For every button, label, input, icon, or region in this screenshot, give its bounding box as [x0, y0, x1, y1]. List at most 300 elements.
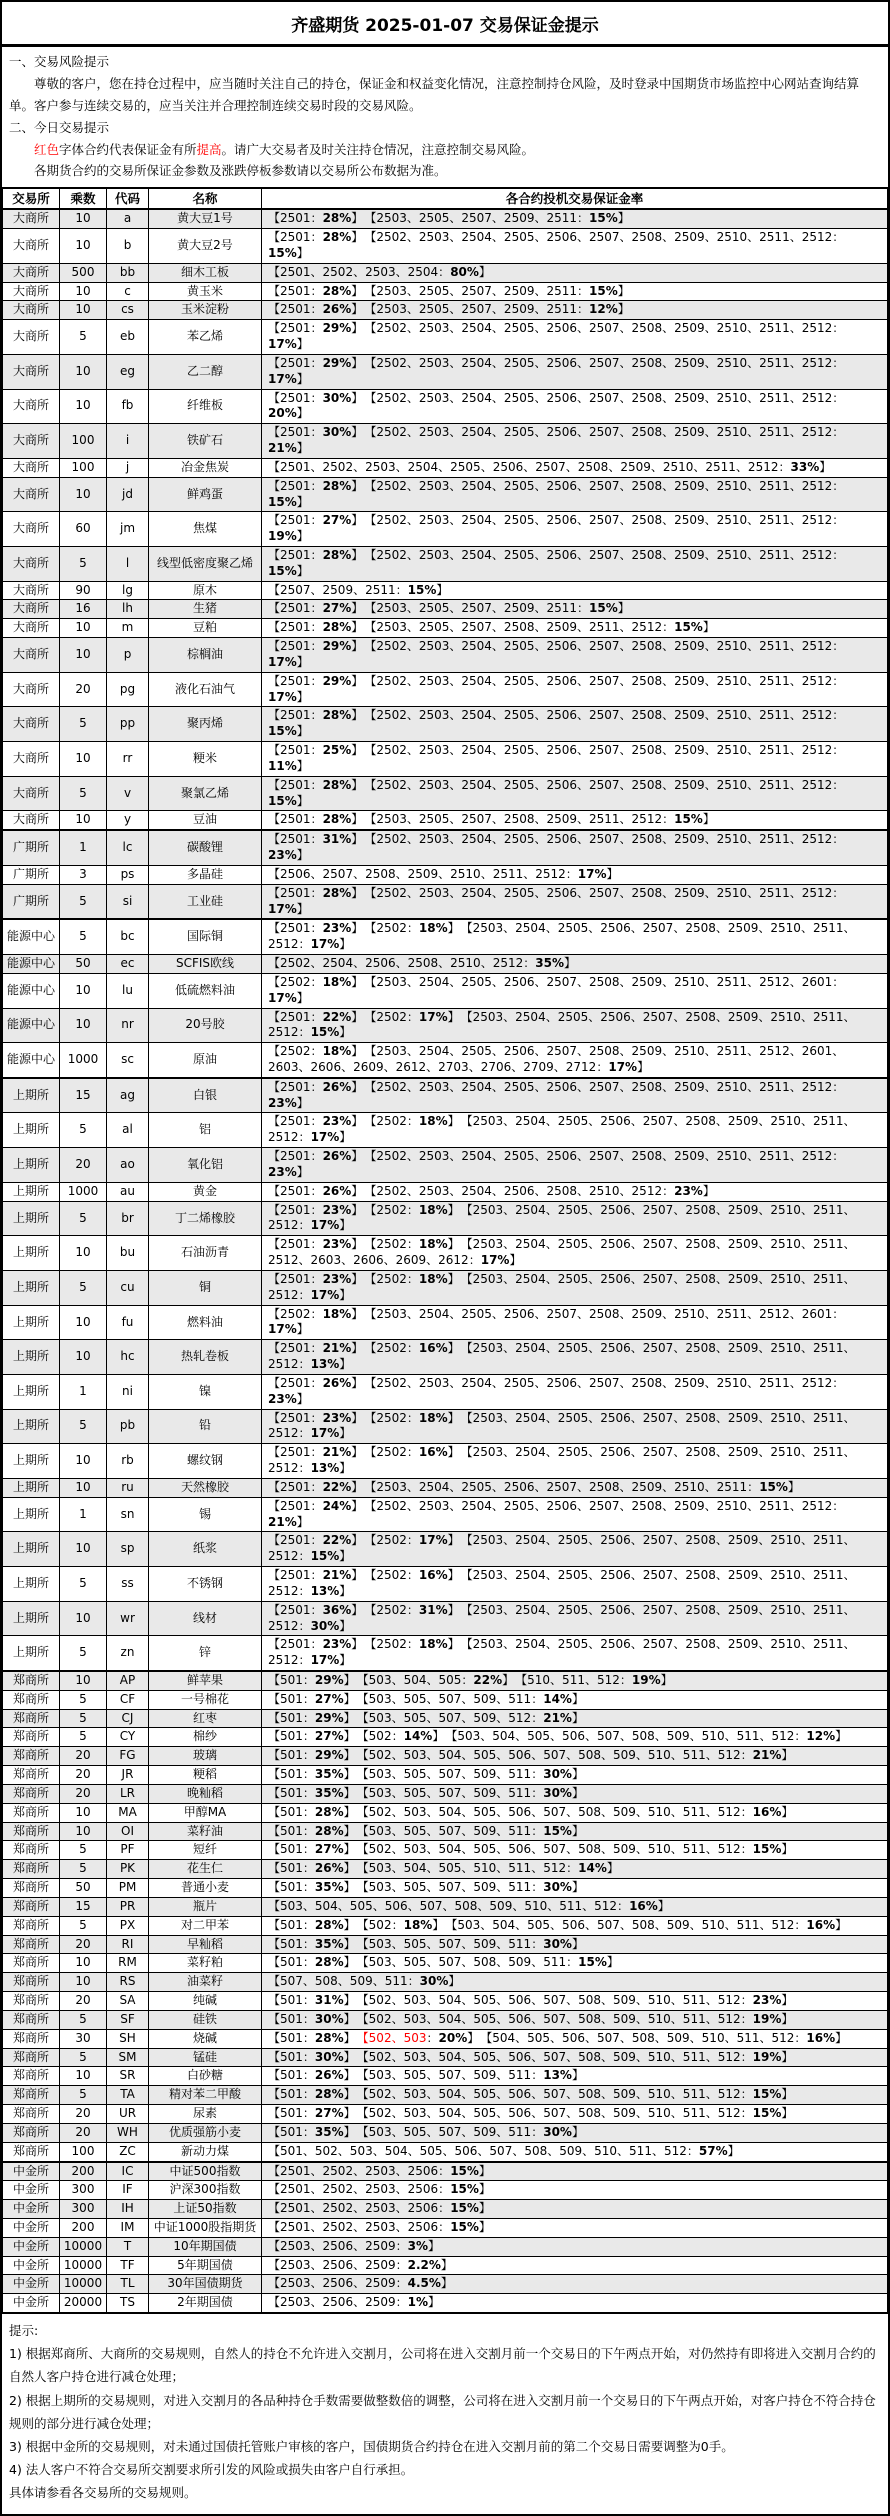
- code-cell: j: [107, 458, 149, 477]
- rate-segment: 【502、503：20%】: [362, 2030, 480, 2045]
- multiplier-cell: 20: [60, 2105, 107, 2124]
- rate-segment: 【501：27%】: [268, 1691, 356, 1706]
- margin-rates-cell: [262, 2181, 888, 2200]
- rate-segment: 【2503、2504、2505、2506、2507、2508、2509、2510、2511、2512：30%】: [268, 1602, 856, 1633]
- code-cell: bu: [107, 1236, 149, 1271]
- exchange-cell: 郑商所: [3, 1879, 60, 1898]
- multiplier-cell: 5: [60, 919, 107, 954]
- name-cell: 聚氯乙烯: [149, 776, 262, 811]
- name-cell: 豆粕: [149, 619, 262, 638]
- notes-footer: 具体请参看各交易所的交易规则。: [9, 2485, 197, 2501]
- exchange-cell: 郑商所: [3, 2105, 60, 2124]
- rate-segment: 【2501：21%】: [268, 1568, 364, 1583]
- code-cell: SA: [107, 1992, 149, 2011]
- multiplier-cell: 5: [60, 776, 107, 811]
- table-row: [3, 1916, 888, 1935]
- rate-segment: 【2503、2505、2507、2508、2509、2511、2512：15%】: [370, 620, 715, 635]
- name-cell: 国际铜: [149, 919, 262, 954]
- table-row: [3, 1992, 888, 2011]
- exchange-cell: 能源中心: [3, 973, 60, 1008]
- rate-segment: 【2501：28%】: [268, 211, 364, 226]
- multiplier-cell: 10: [60, 1532, 107, 1567]
- rate-segment: 【504、505、506、507、508、509、510、511、512：16%】: [486, 2030, 848, 2045]
- multiplier-cell: 5: [60, 1709, 107, 1728]
- rate-segment: 【501：27%】: [268, 1729, 356, 1744]
- table-row: [3, 1078, 888, 1113]
- margin-rates-cell: [262, 742, 888, 777]
- code-cell: PX: [107, 1916, 149, 1935]
- exchange-cell: 大商所: [3, 354, 60, 389]
- exchange-cell: 上期所: [3, 1182, 60, 1201]
- margin-rates-cell: [262, 2219, 888, 2238]
- margin-rates-cell: [262, 1478, 888, 1497]
- multiplier-cell: 10: [60, 1008, 107, 1043]
- rate-segment: 【503、505、507、508、509、511：15%】: [362, 1955, 619, 1970]
- exchange-cell: 上期所: [3, 1236, 60, 1271]
- multiplier-cell: 10: [60, 973, 107, 1008]
- table-row: [3, 1784, 888, 1803]
- exchange-cell: 中金所: [3, 2256, 60, 2275]
- code-cell: IF: [107, 2181, 149, 2200]
- rate-segment: 【501：30%】: [268, 2049, 356, 2064]
- margin-rates-cell: [262, 1008, 888, 1043]
- rate-segment: 【2502：31%】: [370, 1602, 460, 1617]
- rate-segment: 【503、504、505、506、507、508、509、510、511、512：16%】: [451, 1917, 848, 1932]
- rate-segment: 【501：31%】: [268, 1993, 356, 2008]
- margin-rates-cell: [262, 811, 888, 830]
- name-cell: 晚籼稻: [149, 1784, 262, 1803]
- multiplier-cell: 10: [60, 1601, 107, 1636]
- multiplier-cell: 20: [60, 1148, 107, 1183]
- text-run: 字体合约代表保证金有所: [59, 141, 197, 157]
- rate-segment: 【501：28%】: [268, 2087, 356, 2102]
- rate-segment: 【2503、2506、2509：3%】: [268, 2238, 441, 2253]
- table-row: [3, 884, 888, 919]
- margin-rates-cell: [262, 955, 888, 974]
- rate-segment: 【2502：16%】: [370, 1341, 460, 1356]
- table-row: [3, 638, 888, 673]
- rate-segment: 【510、511、512：19%】: [521, 1672, 673, 1687]
- name-cell: 镍: [149, 1374, 262, 1409]
- margin-rates-cell: [262, 1305, 888, 1340]
- name-cell: 黄玉米: [149, 282, 262, 301]
- rate-segment: 【2502：16%】: [370, 1568, 460, 1583]
- table-row: [3, 1709, 888, 1728]
- name-cell: 乙二醇: [149, 354, 262, 389]
- name-cell: 碳酸锂: [149, 830, 262, 865]
- multiplier-cell: 15: [60, 1897, 107, 1916]
- exchange-cell: 上期所: [3, 1478, 60, 1497]
- margin-rates-cell: [262, 2067, 888, 2086]
- name-cell: SCFIS欧线: [149, 955, 262, 974]
- rate-segment: 【502、503、504、505、506、507、508、509、510、511、512：21%】: [362, 1748, 794, 1763]
- exchange-cell: 郑商所: [3, 1841, 60, 1860]
- exchange-cell: 上期所: [3, 1305, 60, 1340]
- exchange-cell: 大商所: [3, 301, 60, 320]
- table-row: [3, 1567, 888, 1602]
- rate-segment: 【2502：17%】: [370, 1533, 460, 1548]
- exchange-cell: 能源中心: [3, 1043, 60, 1078]
- table-row: [3, 1340, 888, 1375]
- name-cell: 2年期国债: [149, 2294, 262, 2313]
- code-cell: lc: [107, 830, 149, 865]
- table-row: [3, 2219, 888, 2238]
- table-row: [3, 2142, 888, 2161]
- name-cell: 线材: [149, 1601, 262, 1636]
- rate-segment: 【503、504、505、506、507、508、509、510、511、512：16%】: [268, 1898, 670, 1913]
- margin-rates-cell: [262, 263, 888, 282]
- exchange-cell: 大商所: [3, 512, 60, 547]
- rate-segment: 【501：27%】: [268, 2106, 356, 2121]
- code-cell: CF: [107, 1690, 149, 1709]
- rate-segment: 【2502：18%】: [268, 1044, 364, 1059]
- table-row: [3, 1182, 888, 1201]
- table-row: [3, 1671, 888, 1690]
- rate-segment: 【2502：18%】: [370, 1202, 460, 1217]
- name-cell: 天然橡胶: [149, 1478, 262, 1497]
- rate-segment: 【2501、2502、2503、2504：80%】: [268, 264, 491, 279]
- table-row: [3, 1236, 888, 1271]
- margin-rates-cell: [262, 320, 888, 355]
- table-row: [3, 1305, 888, 1340]
- rate-segment: 【2501：28%】: [268, 885, 364, 900]
- table-row: [3, 2105, 888, 2124]
- rate-segment: 【503、505、507、509、511：30%】: [362, 1936, 584, 1951]
- code-cell: c: [107, 282, 149, 301]
- code-cell: TF: [107, 2256, 149, 2275]
- rate-segment: 【2503、2506、2509：4.5%】: [268, 2276, 453, 2291]
- margin-rates-cell: [262, 830, 888, 865]
- code-cell: ZC: [107, 2142, 149, 2161]
- code-cell: RS: [107, 1973, 149, 1992]
- rate-segment: 【2501：28%】: [268, 777, 364, 792]
- exchange-cell: 郑商所: [3, 2123, 60, 2142]
- name-cell: 热轧卷板: [149, 1340, 262, 1375]
- name-cell: 棉纱: [149, 1728, 262, 1747]
- exchange-cell: 郑商所: [3, 2067, 60, 2086]
- rate-segment: 【507、508、509、511：30%】: [268, 1974, 461, 1989]
- rate-segment: 【2501：28%】: [268, 478, 364, 493]
- column-header: 乘数: [60, 188, 107, 209]
- margin-rates-cell: [262, 1973, 888, 1992]
- exchange-cell: 上期所: [3, 1567, 60, 1602]
- table-row: [3, 2294, 888, 2313]
- multiplier-cell: 20000: [60, 2294, 107, 2313]
- multiplier-cell: 1: [60, 1374, 107, 1409]
- multiplier-cell: 10: [60, 1340, 107, 1375]
- column-header: 各合约投机交易保证金率: [262, 188, 888, 209]
- margin-rates-cell: [262, 1236, 888, 1271]
- margin-rates-cell: [262, 2010, 888, 2029]
- name-cell: 硅铁: [149, 2010, 262, 2029]
- code-cell: TS: [107, 2294, 149, 2313]
- code-cell: OI: [107, 1822, 149, 1841]
- table-row: [3, 301, 888, 320]
- rate-segment: 【2503、2504、2505、2506、2507、2508、2509、2510、2511、2512：15%】: [268, 1533, 856, 1564]
- rate-segment: 【2501：36%】: [268, 1602, 364, 1617]
- rate-segment: 【2502、2503、2504、2505、2506、2507、2508、2509、2510、2511、2512：17%】: [268, 355, 845, 386]
- multiplier-cell: 5: [60, 1860, 107, 1879]
- exchange-cell: 郑商所: [3, 1690, 60, 1709]
- name-cell: 铁矿石: [149, 424, 262, 459]
- rate-segment: 【503、505、507、509、512：21%】: [362, 1710, 584, 1725]
- exchange-cell: 大商所: [3, 477, 60, 512]
- table-row: [3, 973, 888, 1008]
- name-cell: 铜: [149, 1270, 262, 1305]
- multiplier-cell: 10: [60, 477, 107, 512]
- margin-rates-cell: [262, 2123, 888, 2142]
- rate-segment: 【2502、2503、2504、2505、2506、2507、2508、2509、2510、2511、2512：17%】: [268, 673, 845, 704]
- multiplier-cell: 5: [60, 2086, 107, 2105]
- name-cell: 黄金: [149, 1182, 262, 1201]
- table-row: [3, 1860, 888, 1879]
- margin-rates-cell: [262, 1201, 888, 1236]
- margin-rates-cell: [262, 1803, 888, 1822]
- multiplier-cell: 1000: [60, 1182, 107, 1201]
- exchange-cell: 上期所: [3, 1340, 60, 1375]
- rate-segment: 【2502、2503、2504、2505、2506、2507、2508、2509、2510、2511、2512：17%】: [268, 885, 845, 916]
- name-cell: 新动力煤: [149, 2142, 262, 2161]
- margin-rates-cell: [262, 2048, 888, 2067]
- name-cell: 玉米淀粉: [149, 301, 262, 320]
- table-row: [3, 830, 888, 865]
- margin-rates-cell: [262, 2294, 888, 2313]
- multiplier-cell: 100: [60, 424, 107, 459]
- margin-rates-cell: [262, 638, 888, 673]
- rate-segment: 【2501：21%】: [268, 1341, 364, 1356]
- multiplier-cell: 10: [60, 1305, 107, 1340]
- multiplier-cell: 200: [60, 2219, 107, 2238]
- rate-segment: 【2501：28%】: [268, 230, 364, 245]
- name-cell: 铅: [149, 1409, 262, 1444]
- table-row: [3, 2256, 888, 2275]
- name-cell: 细木工板: [149, 263, 262, 282]
- rate-segment: 【501：29%】: [268, 1672, 356, 1687]
- intro-section: [2, 47, 888, 187]
- multiplier-cell: 5: [60, 2048, 107, 2067]
- multiplier-cell: 100: [60, 458, 107, 477]
- margin-rates-cell: [262, 1532, 888, 1567]
- rate-segment: 【2501：29%】: [268, 673, 364, 688]
- multiplier-cell: 20: [60, 1784, 107, 1803]
- exchange-cell: 大商所: [3, 389, 60, 424]
- code-cell: pb: [107, 1409, 149, 1444]
- table-row: [3, 2029, 888, 2048]
- code-cell: b: [107, 229, 149, 264]
- code-cell: si: [107, 884, 149, 919]
- code-cell: bb: [107, 263, 149, 282]
- code-cell: ss: [107, 1567, 149, 1602]
- rate-segment: 【2501：26%】: [268, 1183, 364, 1198]
- name-cell: 菜籽粕: [149, 1954, 262, 1973]
- code-cell: MA: [107, 1803, 149, 1822]
- margin-rates-cell: [262, 707, 888, 742]
- table-row: [3, 2067, 888, 2086]
- rate-segment: 【2501：23%】: [268, 1237, 364, 1252]
- multiplier-cell: 10: [60, 1954, 107, 1973]
- name-cell: 花生仁: [149, 1860, 262, 1879]
- rate-segment: 【501：28%】: [268, 2030, 356, 2045]
- name-cell: 油菜籽: [149, 1973, 262, 1992]
- exchange-cell: 上期所: [3, 1148, 60, 1183]
- margin-rates-cell: [262, 512, 888, 547]
- name-cell: 菜籽油: [149, 1822, 262, 1841]
- rate-segment: 【501：28%】: [268, 1823, 356, 1838]
- code-cell: zn: [107, 1636, 149, 1671]
- rate-segment: 【2501：28%】: [268, 812, 364, 827]
- margin-rates-cell: [262, 1690, 888, 1709]
- rate-segment: 【2502、2503、2504、2505、2506、2507、2508、2509、2510、2511、2512：11%】: [268, 743, 845, 773]
- rate-segment: 【2503、2504、2505、2506、2507、2508、2509、2510、2511、2512：17%】: [268, 1114, 856, 1145]
- rate-segment: 【2503、2504、2505、2506、2507、2508、2509、2510、2511、2512：17%】: [268, 1202, 856, 1233]
- multiplier-cell: 20: [60, 2123, 107, 2142]
- margin-rates-cell: [262, 229, 888, 264]
- table-row: [3, 1935, 888, 1954]
- exchange-cell: 大商所: [3, 546, 60, 581]
- margin-rates-cell: [262, 2162, 888, 2181]
- rate-segment: 【2503、2504、2505、2506、2507、2508、2509、2510、2511、2512、2603、2606、2609、2612：17%】: [268, 1237, 856, 1268]
- rate-segment: 【2502：18%】: [268, 1306, 364, 1321]
- code-cell: i: [107, 424, 149, 459]
- rate-segment: 【502、503、504、505、506、507、508、509、510、511、512：15%】: [362, 2106, 794, 2121]
- table-row: [3, 229, 888, 264]
- rate-segment: 【2502、2503、2504、2505、2506、2507、2508、2509、2510、2511、2512：17%】: [268, 639, 845, 669]
- code-cell: IH: [107, 2200, 149, 2219]
- rate-segment: 【2503、2505、2507、2509、2511：15%】: [370, 601, 630, 616]
- code-cell: hc: [107, 1340, 149, 1375]
- risk-section-paragraph: 尊敬的客户，您在持仓过程中，应当随时关注自己的持仓，保证金和权益变化情况，注意控制持仓风险，及时登录中国期货市场监控中心网站查询结算单。客户参与连续交易的，应当关注并合理控制连续交易时段的交易风险。: [9, 75, 860, 113]
- rate-segment: 【2502：18%】: [370, 1410, 460, 1425]
- margin-rates-cell: [262, 1374, 888, 1409]
- table-row: [3, 1822, 888, 1841]
- rate-segment: 【2507、2509、2511：15%】: [268, 582, 449, 597]
- margin-rates-cell: [262, 1766, 888, 1785]
- multiplier-cell: 5: [60, 1409, 107, 1444]
- exchange-cell: 郑商所: [3, 1784, 60, 1803]
- multiplier-cell: 60: [60, 512, 107, 547]
- rate-segment: 【2503、2504、2505、2506、2507、2508、2509、2510、2511、2512、2601：17%】: [268, 974, 845, 1005]
- rate-segment: 【503、505、507、509、511：15%】: [362, 1823, 584, 1838]
- table-row: [3, 581, 888, 600]
- name-cell: 粳米: [149, 742, 262, 777]
- code-cell: PK: [107, 1860, 149, 1879]
- margin-rates-cell: [262, 209, 888, 228]
- code-cell: m: [107, 619, 149, 638]
- code-cell: eb: [107, 320, 149, 355]
- rate-segment: 【502：18%】: [362, 1917, 445, 1932]
- name-cell: 一号棉花: [149, 1690, 262, 1709]
- table-row: [3, 1879, 888, 1898]
- code-cell: ao: [107, 1148, 149, 1183]
- table-row: [3, 2086, 888, 2105]
- table-row: [3, 2275, 888, 2294]
- margin-rates-cell: [262, 301, 888, 320]
- table-row: [3, 2181, 888, 2200]
- rate-segment: 【502、503、504、505、506、507、508、509、510、511、512：19%】: [362, 2011, 794, 2026]
- multiplier-cell: 500: [60, 263, 107, 282]
- code-cell: al: [107, 1113, 149, 1148]
- margin-rates-cell: [262, 546, 888, 581]
- code-cell: sp: [107, 1532, 149, 1567]
- name-cell: 锡: [149, 1497, 262, 1532]
- name-cell: 沪深300指数: [149, 2181, 262, 2200]
- exchange-cell: 郑商所: [3, 1973, 60, 1992]
- rate-segment: 【2502：16%】: [370, 1445, 460, 1460]
- table-row: [3, 811, 888, 830]
- table-row: [3, 1008, 888, 1043]
- table-row: [3, 1148, 888, 1183]
- name-cell: 石油沥青: [149, 1236, 262, 1271]
- code-cell: PF: [107, 1841, 149, 1860]
- rate-segment: 【2501：29%】: [268, 355, 364, 370]
- rate-segment: 【2502：18%】: [370, 1271, 460, 1286]
- name-cell: 早籼稻: [149, 1935, 262, 1954]
- rate-segment: 【2501：22%】: [268, 1009, 364, 1024]
- margin-rates-cell: [262, 581, 888, 600]
- multiplier-cell: 3: [60, 865, 107, 884]
- rate-segment: 【2501：26%】: [268, 1079, 364, 1094]
- code-cell: RI: [107, 1935, 149, 1954]
- rate-segment: 【2502：18%】: [370, 921, 460, 936]
- name-cell: 甲醇MA: [149, 1803, 262, 1822]
- table-row: [3, 282, 888, 301]
- multiplier-cell: 10: [60, 354, 107, 389]
- code-cell: pp: [107, 707, 149, 742]
- highlighted-text-run: 提高: [196, 141, 222, 157]
- name-cell: 焦煤: [149, 512, 262, 547]
- rate-segment: 【503、505、507、509、511：14%】: [362, 1691, 584, 1706]
- table-row: [3, 1636, 888, 1671]
- rate-segment: 【2501：30%】: [268, 425, 364, 440]
- rate-segment: 【2502：18%】: [268, 974, 364, 989]
- multiplier-cell: 10000: [60, 2275, 107, 2294]
- rate-segment: 【2502、2503、2504、2505、2506、2507、2508、2509、2510、2511、2512：21%】: [268, 425, 845, 456]
- exchange-cell: 郑商所: [3, 1897, 60, 1916]
- code-cell: SR: [107, 2067, 149, 2086]
- exchange-cell: 郑商所: [3, 2029, 60, 2048]
- margin-rates-cell: [262, 1841, 888, 1860]
- multiplier-cell: 10: [60, 282, 107, 301]
- rate-segment: 【2502：18%】: [370, 1237, 460, 1252]
- exchange-cell: 大商所: [3, 282, 60, 301]
- exchange-cell: 上期所: [3, 1409, 60, 1444]
- code-cell: v: [107, 776, 149, 811]
- code-cell: ec: [107, 955, 149, 974]
- table-row: [3, 1728, 888, 1747]
- rate-segment: 【2503、2504、2505、2506、2507、2508、2509、2510、2511、2512：17%】: [268, 921, 856, 952]
- rate-segment: 【2506、2507、2508、2509、2510、2511、2512：17%】: [268, 866, 619, 881]
- rate-segment: 【501：28%】: [268, 1955, 356, 1970]
- table-row: [3, 209, 888, 228]
- rate-segment: 【2502、2503、2504、2506、2508、2510、2512：23%】: [370, 1183, 715, 1198]
- margin-rates-cell: [262, 2086, 888, 2105]
- table-row: [3, 742, 888, 777]
- notes-heading: 提示:: [9, 2323, 39, 2339]
- exchange-cell: 大商所: [3, 672, 60, 707]
- exchange-cell: 郑商所: [3, 1747, 60, 1766]
- multiplier-cell: 10000: [60, 2237, 107, 2256]
- rate-segment: 【2501：28%】: [268, 547, 364, 562]
- exchange-cell: 大商所: [3, 742, 60, 777]
- exchange-cell: 能源中心: [3, 1008, 60, 1043]
- rate-segment: 【2501：26%】: [268, 302, 364, 317]
- exchange-cell: 郑商所: [3, 1822, 60, 1841]
- margin-rates-cell: [262, 672, 888, 707]
- rate-segment: 【503、505、507、509、511：30%】: [362, 2124, 584, 2139]
- code-cell: PM: [107, 1879, 149, 1898]
- code-cell: PR: [107, 1897, 149, 1916]
- multiplier-cell: 5: [60, 1270, 107, 1305]
